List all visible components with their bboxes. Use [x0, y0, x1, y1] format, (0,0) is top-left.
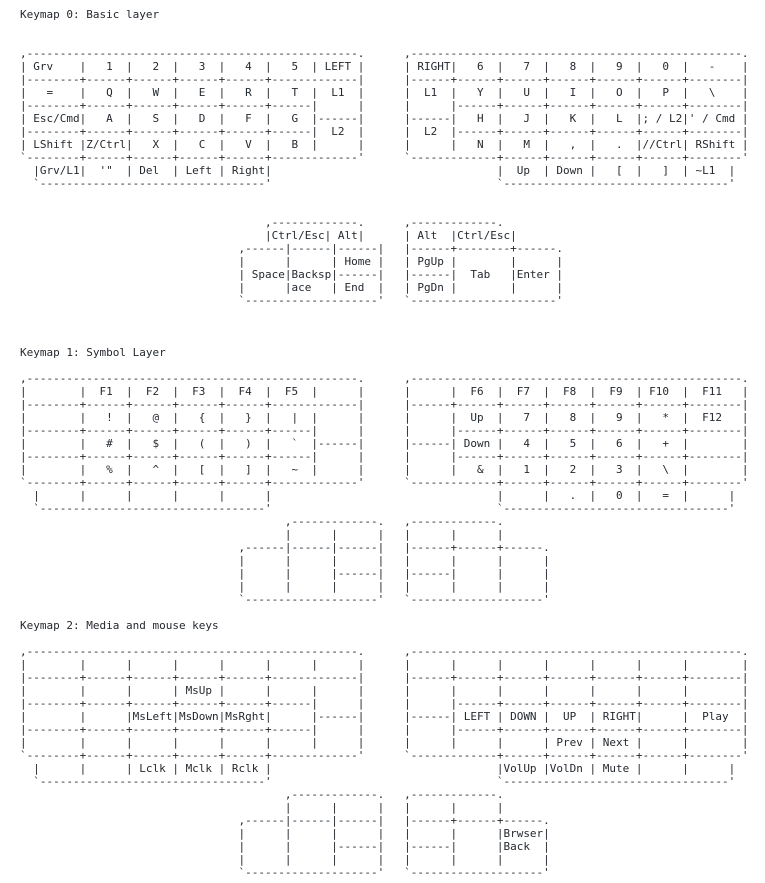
keymap-1-section	[20, 346, 765, 606]
keymap-0-section	[20, 8, 765, 307]
keymap-2-ascii-art: ,--------------------------------------------------. ,--------------------------------------------------. | | | | | | | | | | | | | | | | |--------+------+------+------+------+-------------| |------+------+------+------+------+------+--------| | | | | MsUp | | | | | | | | | | | | |--------+------+------+------+------+------| | | |------+------+------+------+------+--------| | | |MsLeft|MsDown|MsRght| |------| |------| LEFT | DOWN | UP | RIGHT| | Play | |--------+------+------+------+------+------| | | |------+------+------+------+------+--------| | | | | | | | | | | | | Prev | Next | | | `--------+------+------+------+------+-------------' `-------------+------+------+------+------+--------' | | | Lclk | Mclk | Rclk | |VolUp |VolDn | Mute | | | `----------------------------------' `----------------------------------' ,-------------. ,-------------. | | | | | | ,------|------|------| |------+------+------. | | | | | | |Brwser| | | |------| |------| |Back | | | | | | | | | `--------------------' `--------------------'	[20, 645, 749, 879]
keymap-0-ascii-art: ,--------------------------------------------------. ,--------------------------------------------------. | Grv | 1 | 2 | 3 | 4 | 5 | LEFT | | RIGHT| 6 | 7 | 8 | 9 | 0 | - | |--------+------+------+------+------+-------------| |------+------+------+------+------+------+--------| | = | Q | W | E | R | T | L1 | | L1 | Y | U | I | O | P | \ | |--------+------+------+------+------+------| | | |------+------+------+------+------+--------| | Esc/Cmd| A | S | D | F | G |------| |------| H | J | K | L |; / L2|' / Cmd | |--------+------+------+------+------+------| L2 | | L2 |------+------+------+------+------+--------| | LShift |Z/Ctrl| X | C | V | B | | | | N | M | , | . |//Ctrl| RShift | `--------+------+------+------+------+-------------' `-------------+------+------+------+------+--------' |Grv/L1| '" | Del | Left | Right| | Up | Down | [ | ] | ~L1 | `----------------------------------' `----------------------------------' ,-------------. ,-------------. |Ctrl/Esc| Alt| | Alt |Ctrl/Esc| ,------|------|------| |------+--------+------. | | | Home | | PgUp | | | | Space|Backsp|------| |------| Tab |Enter | | |ace | End | | PgDn | | | `--------------------' `----------------------'	[20, 47, 749, 307]
keymap-2-title: Keymap 2: Media and mouse keys	[20, 619, 219, 632]
keymap-0-title: Keymap 0: Basic layer	[20, 8, 160, 21]
keymap-2-section	[20, 619, 765, 879]
keymap-1-ascii-art: ,--------------------------------------------------. ,--------------------------------------------------. | | F1 | F2 | F3 | F4 | F5 | | | | F6 | F7 | F8 | F9 | F10 | F11 | |--------+------+------+------+------+-------------| |------+------+------+------+------+------+--------| | | ! | @ | { | } | | | | | | Up | 7 | 8 | 9 | * | F12 | |--------+------+------+------+------+------| | | |------+------+------+------+------+--------| | | # | $ | ( | ) | ` |------| |------| Down | 4 | 5 | 6 | + | | |--------+------+------+------+------+------| | | |------+------+------+------+------+--------| | | % | ^ | [ | ] | ~ | | | | & | 1 | 2 | 3 | \ | | `--------+------+------+------+------+-------------' `-------------+------+------+------+------+--------' | | | | | | | | . | 0 | = | | `----------------------------------' `----------------------------------' ,-------------. ,-------------. | | | | | | ,------|------|------| |------+------+------. | | | | | | | | | | |------| |------| | | | | | | | | | | `--------------------' `--------------------'	[20, 372, 749, 606]
keymap-1-title: Keymap 1: Symbol Layer	[20, 346, 166, 359]
